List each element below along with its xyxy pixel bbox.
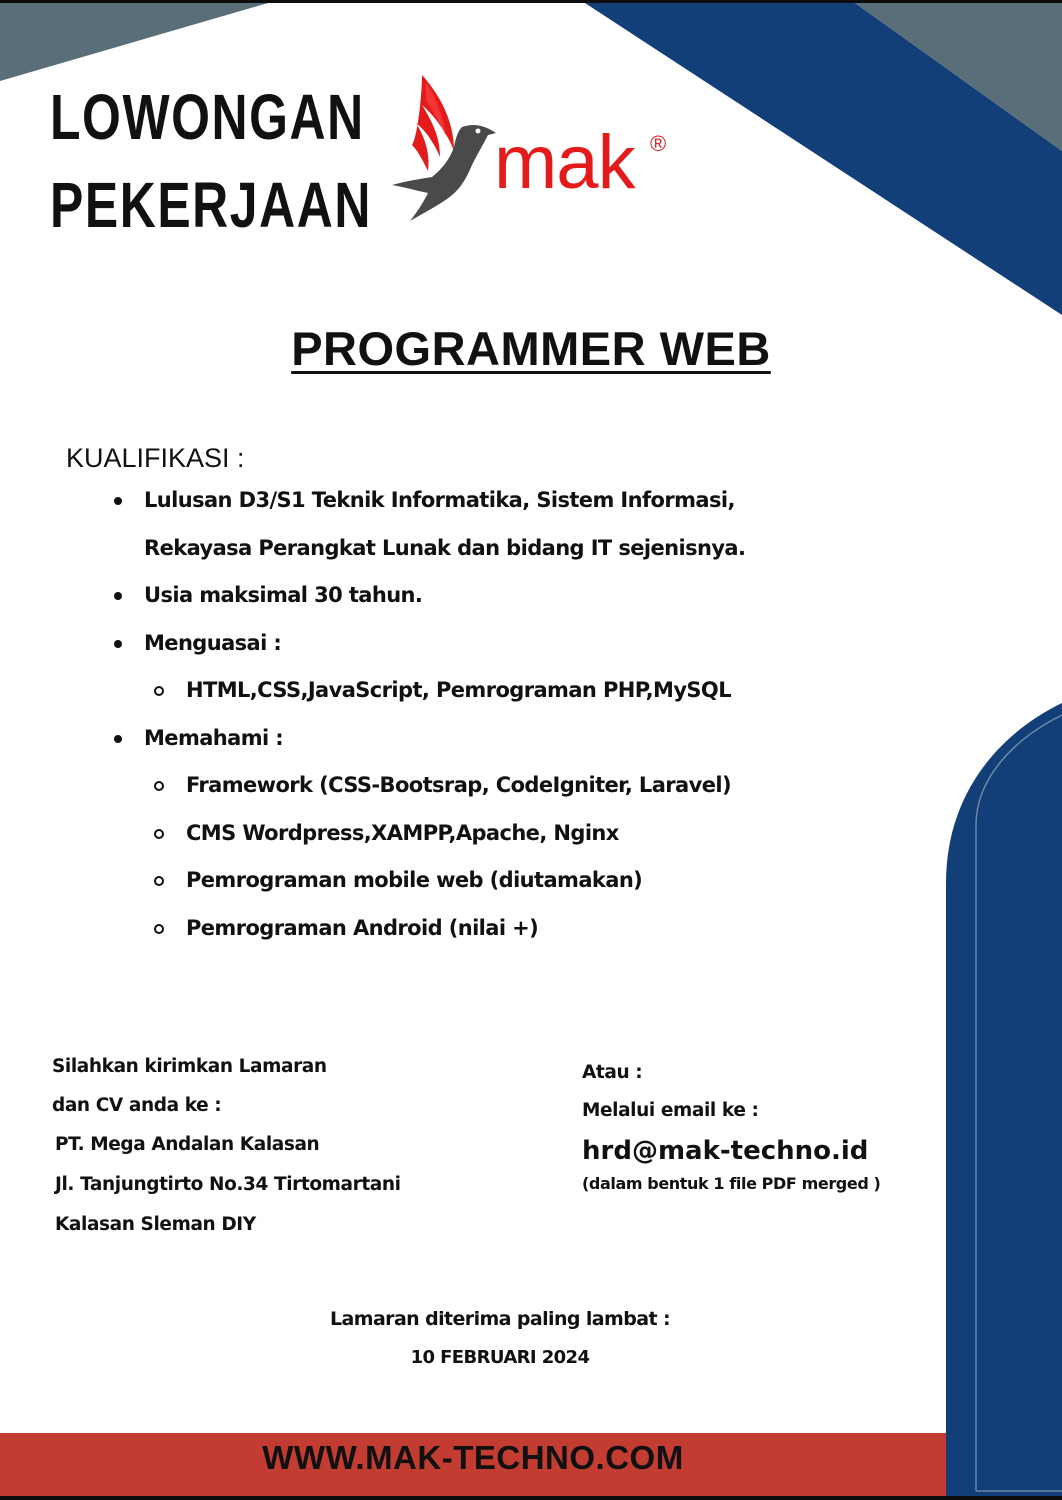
list-item: Lulusan D3/S1 Teknik Informatika, Sistem Informasi, [110,477,890,525]
title-line-2: PEKERJAAN [50,169,372,241]
bullet-icon [114,735,122,743]
hollow-bullet-icon [154,781,164,791]
email-block [582,1056,880,1198]
list-item-continuation: Rekayasa Perangkat Lunak dan bidang IT sejenisnya. [144,535,746,560]
list-item: Memahami : [110,715,890,763]
sub-list-item: Framework (CSS-Bootsrap, CodeIgniter, Laravel) [110,762,890,810]
deadline-label: Lamaran diterima paling lambat : [330,1308,670,1330]
sub-list-item: Pemrograman Android (nilai +) [110,905,890,953]
company-logo [392,73,682,223]
company-name: PT. Mega Andalan Kalasan [55,1134,320,1155]
hollow-bullet-icon [154,876,164,886]
registered-mark: ® [650,131,667,156]
or-label: Atau : [582,1062,643,1083]
footer-bar [0,1433,946,1500]
street-address: Jl. Tanjungtirto No.34 Tirtomartani [55,1174,401,1195]
email-format-note: (dalam bentuk 1 file PDF merged ) [582,1174,881,1193]
qualifications-heading: KUALIFIKASI : [66,443,245,473]
hollow-bullet-icon [154,829,164,839]
sub-list-item: Pemrograman mobile web (diutamakan) [110,857,890,905]
deadline-date: 10 FEBRUARI 2024 [410,1347,590,1368]
sub-list-item: CMS Wordpress,XAMPP,Apache, Nginx [110,810,890,858]
list-item: Menguasai : [110,620,890,668]
qualifications-list [110,477,890,952]
bullet-icon [114,640,122,648]
email-via-label: Melalui email ke : [582,1100,759,1121]
title-line-1: LOWONGAN [50,81,365,153]
apply-intro-line: Silahkan kirimkan Lamaran [52,1056,327,1077]
list-item: Usia maksimal 30 tahun. [110,572,890,620]
bullet-icon [114,497,122,505]
hollow-bullet-icon [154,924,164,934]
apply-intro-line: dan CV anda ke : [52,1095,222,1116]
bullet-icon [114,592,122,600]
bird-logo-icon [392,73,502,223]
website-link[interactable]: WWW.MAK-TECHNO.COM [262,1439,684,1476]
logo-wordmark: mak [494,120,635,205]
city-address: Kalasan Sleman DIY [55,1214,256,1235]
mailing-address-block [52,1049,401,1247]
job-title [0,321,1062,376]
job-title-text: PROGRAMMER WEB [291,322,771,375]
sub-list-item: HTML,CSS,JavaScript, Pemrograman PHP,MySQL [110,667,890,715]
deadline-block [0,1303,1000,1381]
poster-title [50,73,372,249]
email-address-link[interactable]: hrd@mak-techno.id [582,1136,869,1166]
slate-corner-shape [0,3,268,81]
hollow-bullet-icon [154,686,164,696]
